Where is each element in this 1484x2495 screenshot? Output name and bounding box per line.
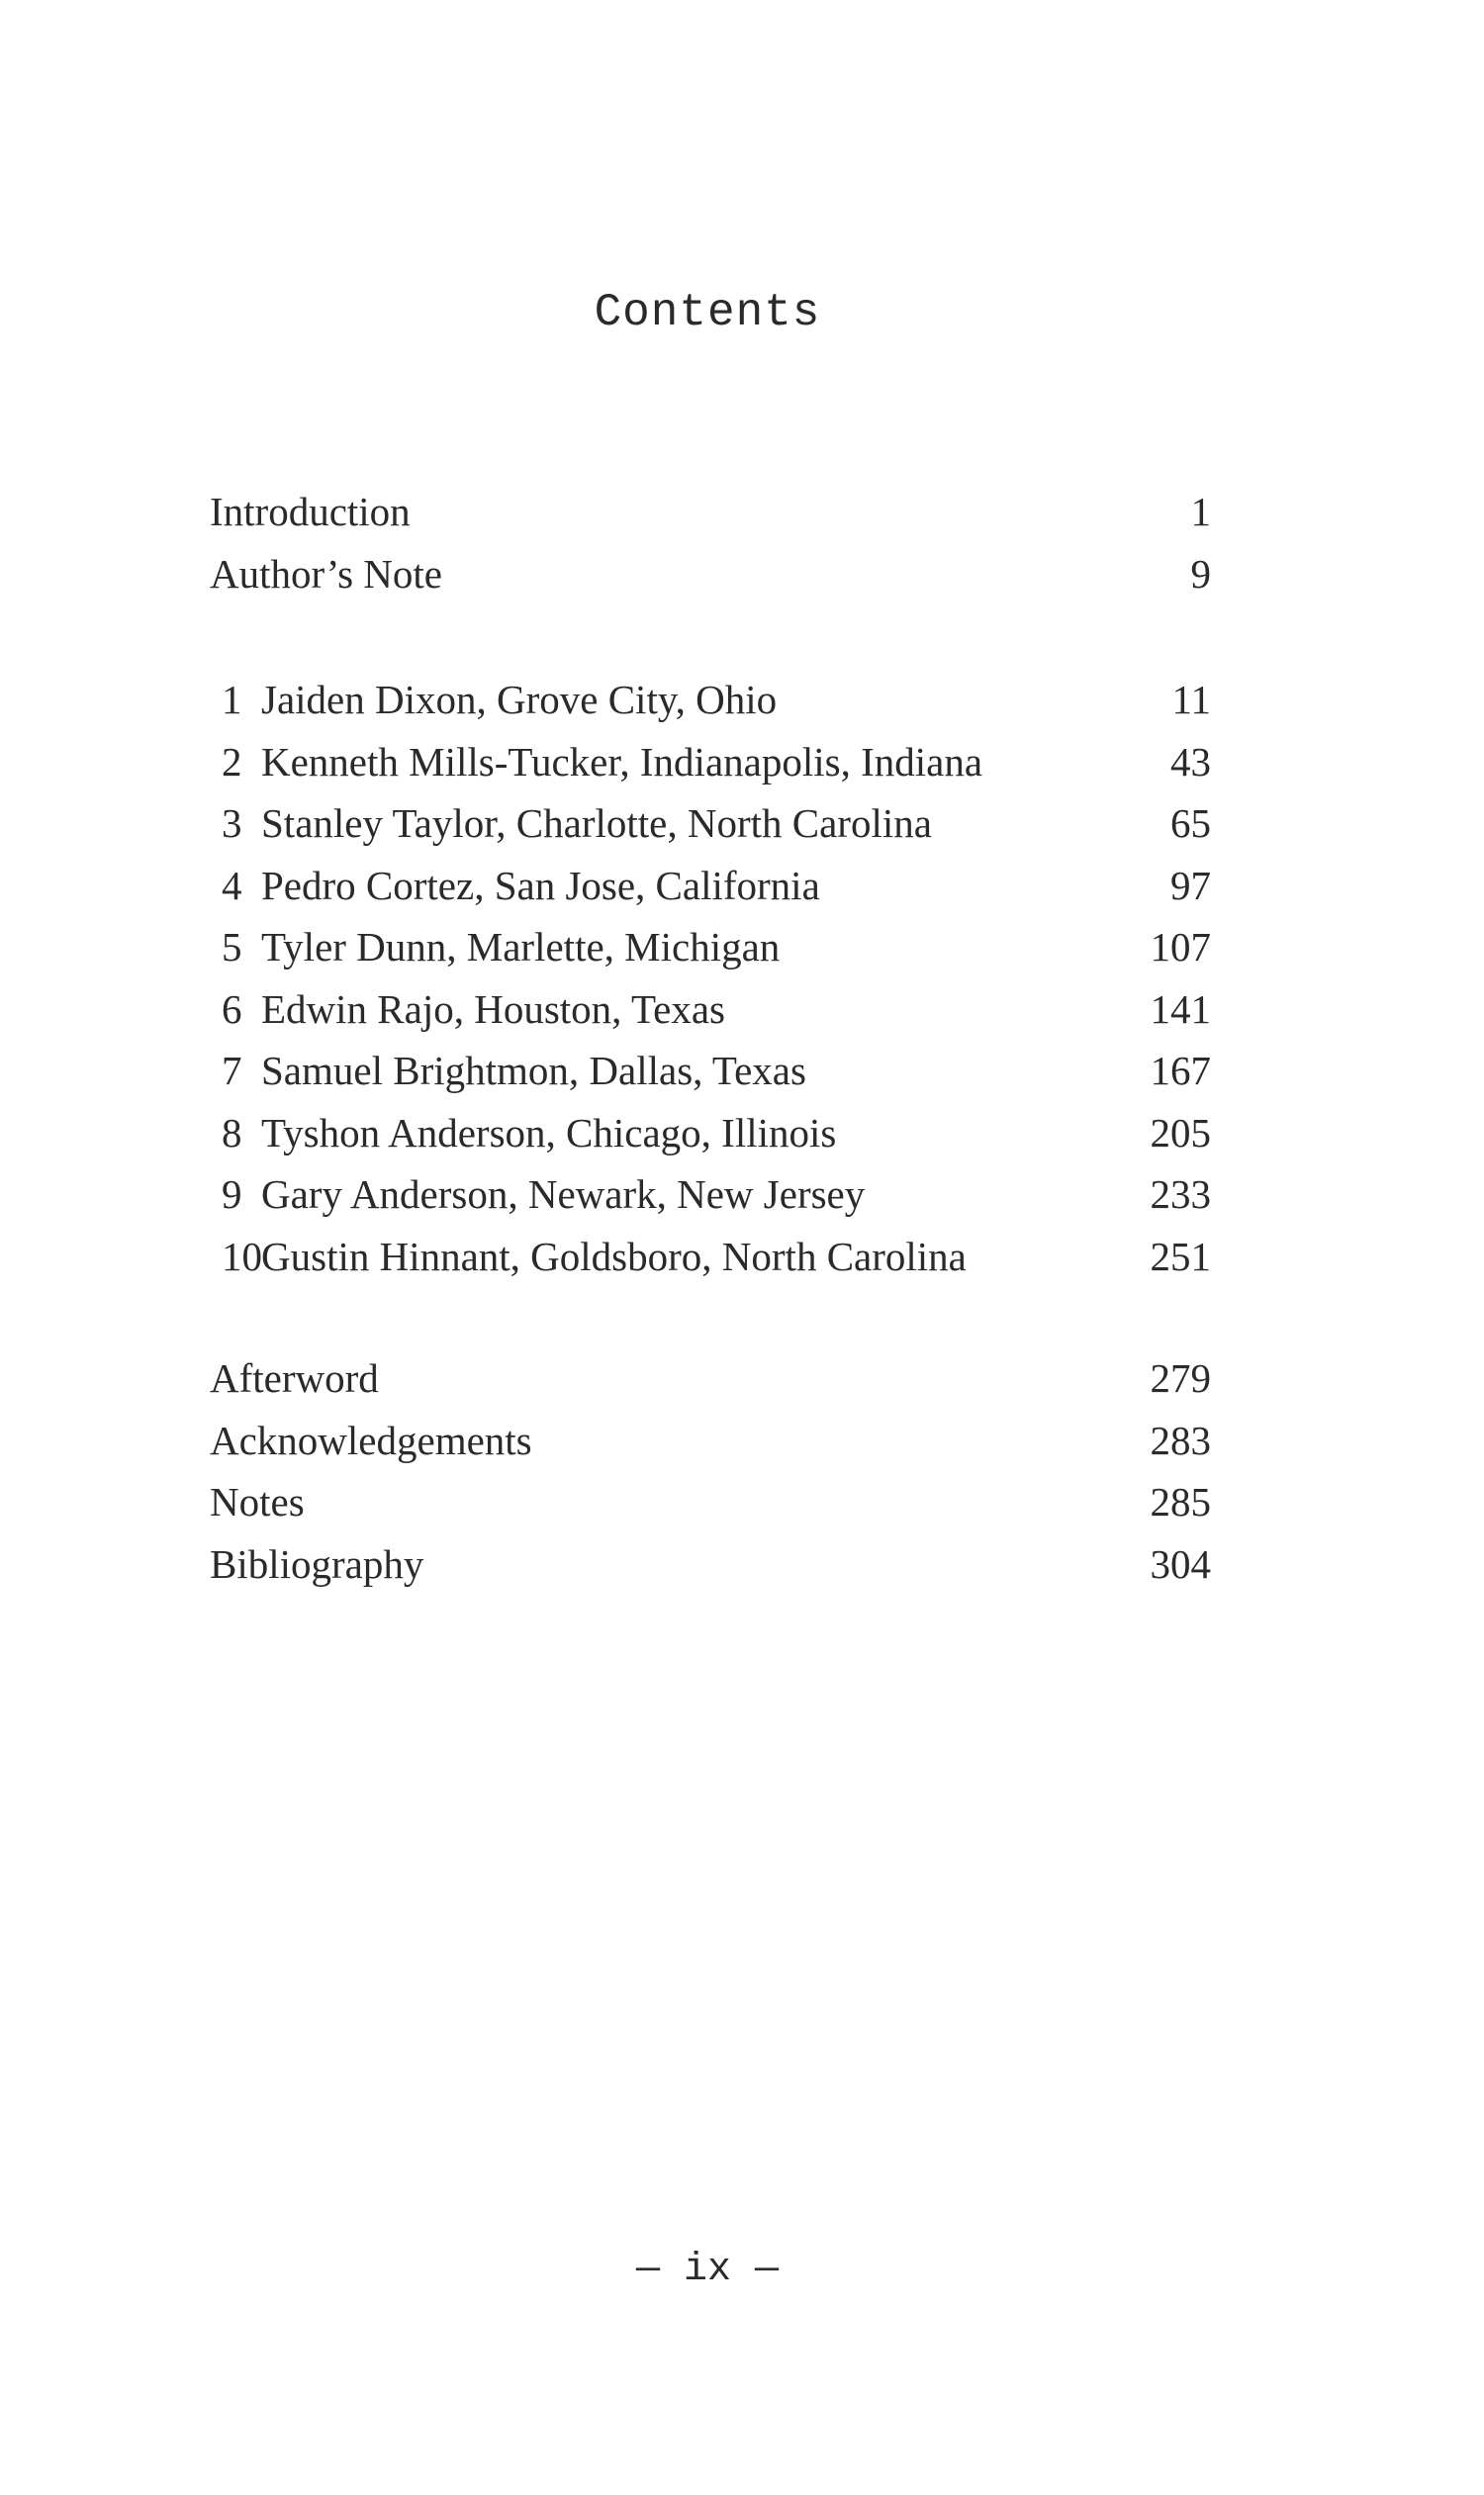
chapter-number: 10	[222, 1233, 262, 1279]
chapter-number: 3	[222, 800, 242, 846]
chapter-title: Tyshon Anderson, Chicago, Illinois	[261, 1109, 837, 1155]
chapter-title: Gustin Hinnant, Goldsboro, North Carolina	[261, 1233, 967, 1279]
chapter-page: 65	[1170, 800, 1211, 846]
chapter-title: Tyler Dunn, Marlette, Michigan	[261, 924, 781, 970]
toc-chapter-10	[210, 1226, 1211, 1288]
toc-entry-notes	[210, 1471, 1211, 1533]
chapter-page: 107	[1150, 924, 1211, 970]
chapter-number: 4	[222, 862, 242, 908]
chapter-title: Samuel Brightmon, Dallas, Texas	[261, 1048, 806, 1093]
toc-entry-bibliography	[210, 1533, 1211, 1596]
toc-chapter-7	[210, 1040, 1211, 1102]
toc-entry-title: Introduction	[210, 489, 411, 534]
toc-entry-page: 304	[1150, 1540, 1211, 1587]
toc-chapter-4	[210, 855, 1211, 917]
chapter-page: 233	[1150, 1171, 1211, 1217]
toc-entry-page: 279	[1150, 1355, 1211, 1401]
toc-chapter-5	[210, 916, 1211, 978]
chapter-title: Kenneth Mills-Tucker, Indianapolis, Indiana	[261, 738, 983, 785]
chapter-number: 8	[222, 1109, 242, 1155]
toc-chapter-1	[210, 669, 1211, 731]
toc-chapter-3	[210, 792, 1211, 855]
toc-entry-title: Bibliography	[210, 1540, 424, 1587]
page-title: Contents	[594, 287, 821, 338]
toc-entry-afterword	[210, 1347, 1211, 1410]
chapter-list	[210, 669, 1211, 1287]
toc-entry-title: Acknowledgements	[210, 1417, 532, 1463]
chapter-title: Stanley Taylor, Charlotte, North Carolina	[261, 800, 932, 846]
chapter-number: 5	[222, 924, 242, 970]
page-folio: — ix —	[635, 2248, 780, 2292]
toc-entry-acknowledgements	[210, 1410, 1211, 1472]
chapter-title: Edwin Rajo, Houston, Texas	[261, 985, 725, 1032]
chapter-title: Jaiden Dixon, Grove City, Ohio	[261, 677, 778, 722]
toc-entry-page: 283	[1150, 1417, 1211, 1463]
chapter-number: 2	[222, 738, 242, 785]
chapter-page: 97	[1170, 862, 1211, 908]
chapter-page: 141	[1150, 985, 1211, 1032]
toc-entry-page: 285	[1150, 1479, 1211, 1525]
chapter-page: 43	[1170, 738, 1211, 785]
front-matter-list	[210, 481, 1211, 604]
chapter-number: 1	[222, 677, 242, 722]
toc-chapter-2	[210, 731, 1211, 793]
toc-entry-title: Notes	[210, 1479, 305, 1525]
toc-entry-introduction	[210, 481, 1211, 543]
chapter-title: Pedro Cortez, San Jose, California	[261, 862, 820, 908]
toc-entry-page: 9	[1190, 550, 1211, 597]
chapter-page: 167	[1150, 1048, 1211, 1093]
chapter-number: 6	[222, 985, 242, 1032]
toc-entry-title: Author’s Note	[210, 550, 442, 597]
chapter-title: Gary Anderson, Newark, New Jersey	[261, 1171, 866, 1217]
toc-chapter-8	[210, 1102, 1211, 1164]
chapter-number: 9	[222, 1171, 242, 1217]
chapter-number: 7	[222, 1048, 242, 1093]
toc-entry-page: 1	[1190, 489, 1211, 534]
chapter-page: 205	[1150, 1109, 1211, 1155]
chapter-page: 251	[1150, 1233, 1211, 1279]
toc-entry-authors-note	[210, 543, 1211, 605]
toc-entry-title: Afterword	[210, 1355, 379, 1401]
toc-chapter-6	[210, 978, 1211, 1041]
toc-chapter-9	[210, 1163, 1211, 1226]
chapter-page: 11	[1171, 677, 1211, 722]
back-matter-list	[210, 1347, 1211, 1595]
